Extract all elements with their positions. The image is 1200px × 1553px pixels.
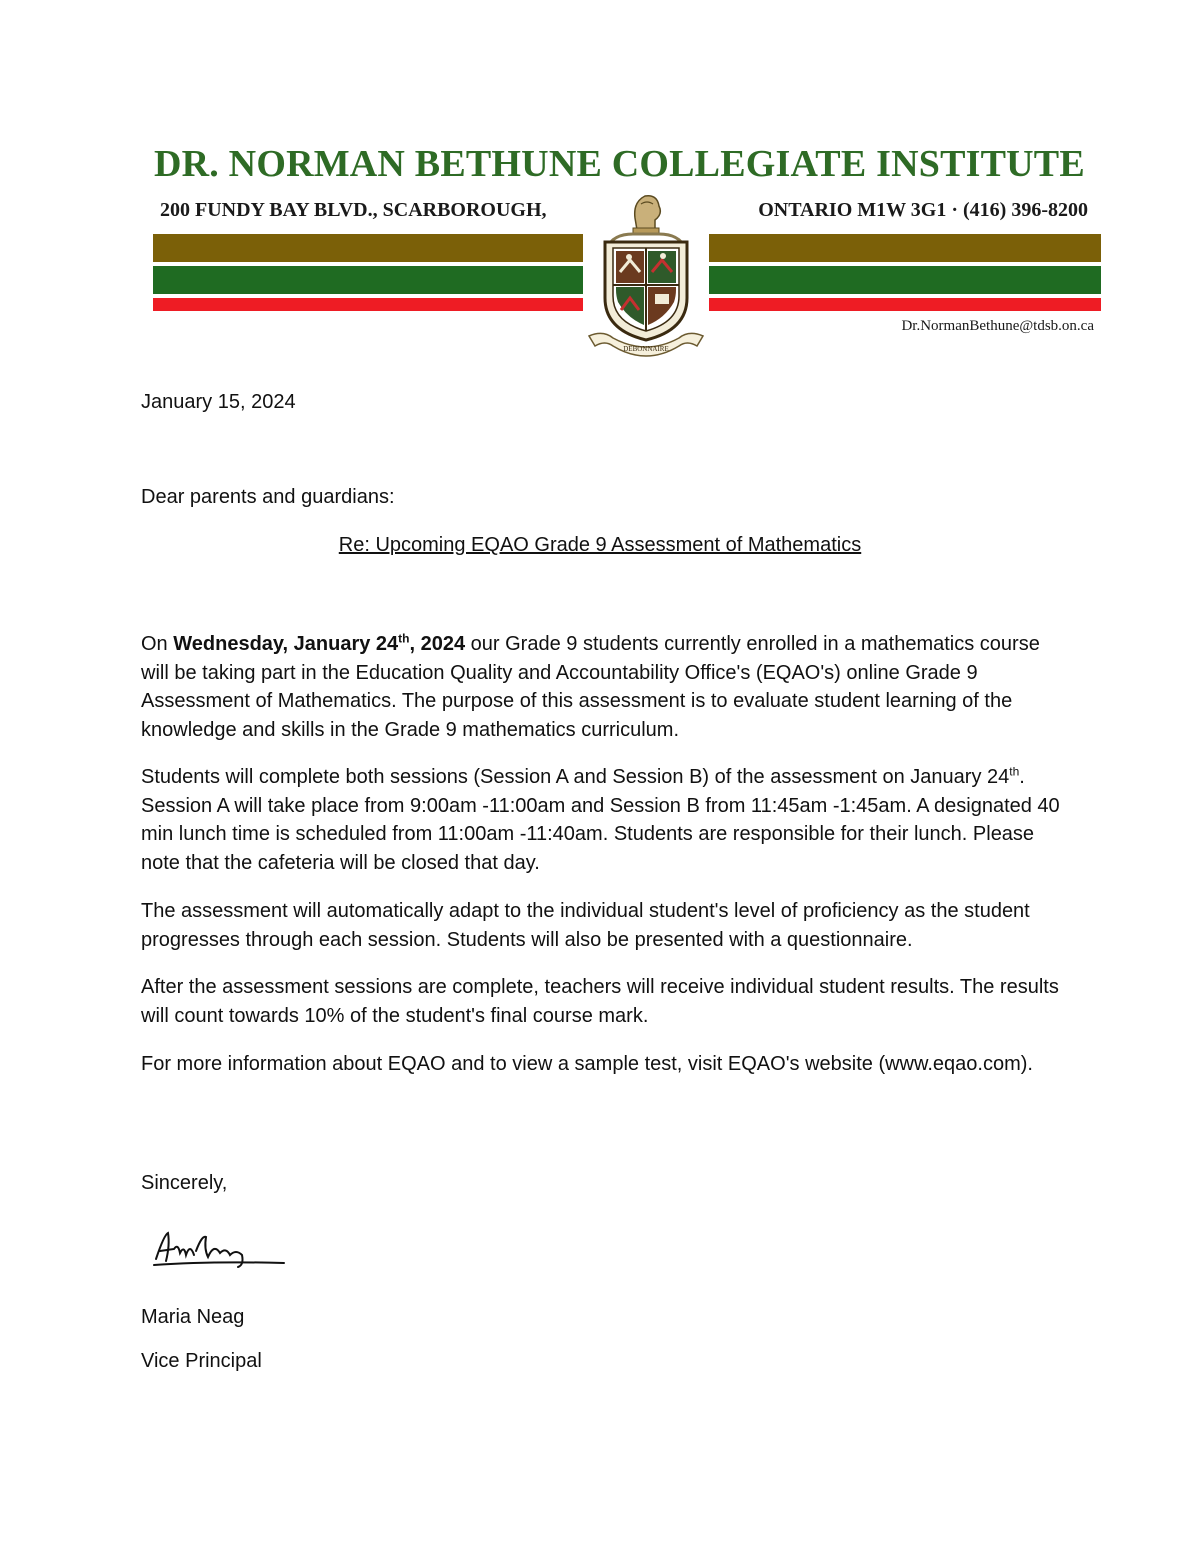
stripe-gold-left [153,234,583,262]
closing: Sincerely, [141,1172,228,1194]
letter-date: January 15, 2024 [141,391,296,413]
signer-name: Maria Neag [141,1306,245,1328]
paragraph-assessment-date [141,630,1071,744]
p1-bold-date: Wednesday, January 24 [173,633,399,655]
letter-subject [0,534,1200,557]
stripe-green-right [709,266,1101,294]
p2-pre: Students will complete both sessions (Session A and Session B) of the assessment on January 24 [141,766,1010,788]
paragraph-more-info: For more information about EQAO and to view a sample test, visit EQAO's website (www.eqao.com). [141,1053,1033,1075]
p2-sup: th [1009,764,1020,779]
p1-sup: th [398,631,410,646]
stripe-red-right [709,298,1101,311]
paragraph-sessions [141,763,1071,877]
school-name: DR. NORMAN BETHUNE COLLEGIATE INSTITUTE [154,143,1085,185]
school-email[interactable]: Dr.NormanBethune@tdsb.on.ca [901,318,1094,334]
p1-bold-year: , 2024 [409,633,466,655]
paragraph-results: After the assessment sessions are complete, teachers will receive individual student results. The results will count towards 10% of the student's final course mark. [141,976,1059,1027]
school-crest-icon [583,190,709,360]
p1-pre: On [141,633,174,655]
p1-rest: our Grade 9 students currently enrolled in a mathematics course will be taking part in the Education Quality and Accountability Office's (EQAO's) online Grade 9 Assessment of Mathematics. The purpose of this assessment is to evaluate student learning of the knowledge and skills in the Grade 9 mathematics curriculum. [141,633,1040,741]
school-address-province-phone: ONTARIO M1W 3G1 · (416) 396-8200 [758,199,1088,221]
stripe-gold-right [709,234,1101,262]
stripe-red-left [153,298,583,311]
crest-motto: DEBONNAIRE [623,345,669,353]
subject-text: Re: Upcoming EQAO Grade 9 Assessment of Mathematics [338,534,862,556]
paragraph-adaptive: The assessment will automatically adapt to the individual student's level of proficiency as the student progresses through each session. Students will also be presented with a questionnaire. [141,900,1030,951]
signer-title: Vice Principal [141,1350,262,1372]
school-address-street: 200 FUNDY BAY BLVD., SCARBOROUGH, [160,199,547,221]
stripe-green-left [153,266,583,294]
signature-icon [150,1225,290,1275]
salutation: Dear parents and guardians: [141,486,395,508]
p2-rest: . Session A will take place from 9:00am -11:00am and Session B from 11:45am -1:45am. A designated 40 min lunch time is scheduled from 11:00am -11:40am. Students are responsible for their lunch. Please note that the cafeteria will be closed that day. [141,766,1060,874]
